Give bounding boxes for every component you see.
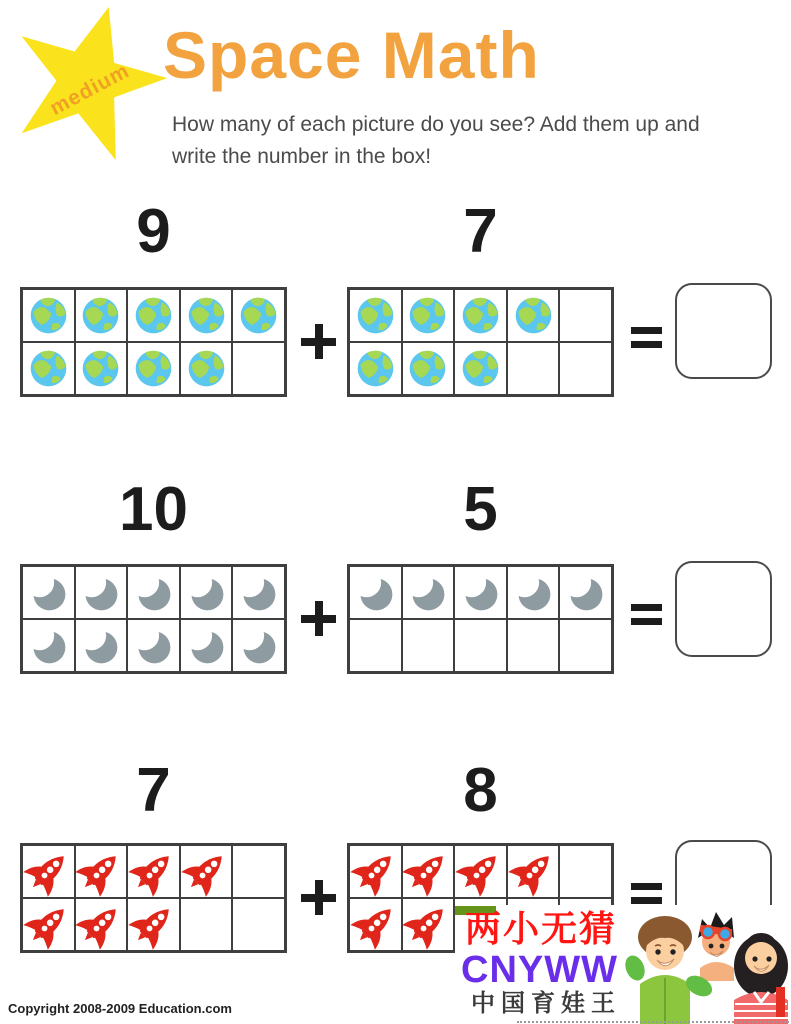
frame-cell <box>349 845 402 898</box>
instructions-line-1: How many of each picture do you see? Add them up and <box>172 113 700 136</box>
frame-cell <box>402 566 455 619</box>
frame-cell <box>127 619 180 672</box>
moon-icon <box>405 570 450 615</box>
frame-cell <box>454 845 507 898</box>
moon-icon <box>458 570 503 615</box>
earth-icon <box>511 293 556 338</box>
earth-icon <box>78 293 123 338</box>
earth-icon <box>236 293 281 338</box>
earth-icon <box>405 293 450 338</box>
difficulty-label: medium <box>46 59 134 121</box>
frame-cell <box>232 619 285 672</box>
rocket-icon <box>78 902 123 947</box>
equals-icon <box>631 327 662 348</box>
frame-cell <box>507 342 560 395</box>
rocket-icon <box>353 849 398 894</box>
ten-frame <box>20 287 287 397</box>
ten-frame <box>347 564 614 674</box>
frame-cell <box>22 845 75 898</box>
frame-cell <box>559 619 612 672</box>
earth-icon <box>26 346 71 391</box>
frame-cell <box>180 619 233 672</box>
equals-icon <box>631 604 662 625</box>
frame-cell <box>402 898 455 951</box>
frame-cell <box>75 289 128 342</box>
answer-box[interactable] <box>675 561 772 657</box>
frame-cell <box>507 619 560 672</box>
moon-icon <box>184 570 229 615</box>
rocket-icon <box>78 849 123 894</box>
frame-cell <box>402 342 455 395</box>
earth-icon <box>131 293 176 338</box>
frame-cell <box>127 342 180 395</box>
earth-icon <box>353 293 398 338</box>
earth-icon <box>458 346 503 391</box>
plus-icon <box>301 880 336 915</box>
rocket-icon <box>26 849 71 894</box>
frame-cell <box>349 566 402 619</box>
ten-frame <box>20 564 287 674</box>
frame-cell <box>232 845 285 898</box>
earth-icon <box>184 293 229 338</box>
rocket-icon <box>458 849 503 894</box>
instructions-line-2: write the number in the box! <box>172 144 432 168</box>
frame-cell <box>75 619 128 672</box>
frame-cell <box>454 289 507 342</box>
moon-icon <box>236 570 281 615</box>
frame-cell <box>559 289 612 342</box>
frame-cell <box>180 898 233 951</box>
moon-icon <box>78 623 123 668</box>
frame-cell <box>402 619 455 672</box>
rocket-icon <box>26 902 71 947</box>
frame-cell <box>180 342 233 395</box>
moon-icon <box>131 570 176 615</box>
frame-cell <box>22 289 75 342</box>
frame-cell <box>75 342 128 395</box>
ten-frame <box>20 843 287 953</box>
frame-cell <box>127 289 180 342</box>
addend-label: 7 <box>136 756 171 825</box>
addend-label: 7 <box>463 197 498 266</box>
frame-cell <box>180 566 233 619</box>
addend-label: 10 <box>119 475 188 544</box>
answer-box[interactable] <box>675 283 772 379</box>
copyright-text: Copyright 2008-2009 Education.com <box>8 1001 232 1016</box>
frame-cell <box>402 845 455 898</box>
frame-cell <box>75 898 128 951</box>
watermark-subtitle: 中国育娃王 <box>471 990 621 1017</box>
watermark-block <box>455 905 791 1024</box>
frame-cell <box>75 845 128 898</box>
rocket-icon <box>511 849 556 894</box>
frame-cell <box>507 845 560 898</box>
frame-cell <box>180 289 233 342</box>
addend-label: 8 <box>463 756 498 825</box>
watermark-red-bar <box>776 987 785 1017</box>
watermark-acronym: CNYWW <box>461 949 618 991</box>
frame-cell <box>127 898 180 951</box>
frame-cell <box>507 566 560 619</box>
earth-icon <box>131 346 176 391</box>
earth-icon <box>78 346 123 391</box>
moon-icon <box>26 623 71 668</box>
moon-icon <box>563 570 608 615</box>
earth-icon <box>184 346 229 391</box>
instructions <box>172 109 700 172</box>
moon-icon <box>184 623 229 668</box>
frame-cell <box>349 342 402 395</box>
frame-cell <box>127 566 180 619</box>
frame-cell <box>232 898 285 951</box>
moon-icon <box>26 570 71 615</box>
frame-cell <box>349 619 402 672</box>
cartoon-children-illustration <box>613 906 791 1024</box>
frame-cell <box>232 289 285 342</box>
frame-cell <box>22 619 75 672</box>
frame-cell <box>507 289 560 342</box>
plus-icon <box>301 324 336 359</box>
rocket-icon <box>184 849 229 894</box>
frame-cell <box>22 566 75 619</box>
frame-cell <box>559 566 612 619</box>
frame-cell <box>454 342 507 395</box>
frame-cell <box>22 342 75 395</box>
frame-cell <box>22 898 75 951</box>
difficulty-star-badge <box>8 4 166 162</box>
watermark-title: 两小无猜 <box>465 908 618 949</box>
plus-icon <box>301 601 336 636</box>
rocket-icon <box>131 849 176 894</box>
frame-cell <box>454 619 507 672</box>
frame-cell <box>559 845 612 898</box>
frame-cell <box>402 289 455 342</box>
rocket-icon <box>405 849 450 894</box>
moon-icon <box>511 570 556 615</box>
rocket-icon <box>405 902 450 947</box>
addend-label: 5 <box>463 475 498 544</box>
earth-icon <box>458 293 503 338</box>
rocket-icon <box>353 902 398 947</box>
frame-cell <box>232 342 285 395</box>
frame-cell <box>454 566 507 619</box>
watermark-dotted-line <box>517 1021 789 1023</box>
earth-icon <box>405 346 450 391</box>
moon-icon <box>131 623 176 668</box>
page-title: Space Math <box>163 18 540 92</box>
addend-label: 9 <box>136 197 171 266</box>
ten-frame <box>347 287 614 397</box>
moon-icon <box>353 570 398 615</box>
rocket-icon <box>131 902 176 947</box>
frame-cell <box>349 289 402 342</box>
cartoon-boy-goggles <box>698 912 734 981</box>
equals-icon <box>631 883 662 904</box>
moon-icon <box>236 623 281 668</box>
frame-cell <box>180 845 233 898</box>
earth-icon <box>26 293 71 338</box>
frame-cell <box>75 566 128 619</box>
earth-icon <box>353 346 398 391</box>
frame-cell <box>232 566 285 619</box>
moon-icon <box>78 570 123 615</box>
frame-cell <box>559 342 612 395</box>
frame-cell <box>127 845 180 898</box>
frame-cell <box>349 898 402 951</box>
